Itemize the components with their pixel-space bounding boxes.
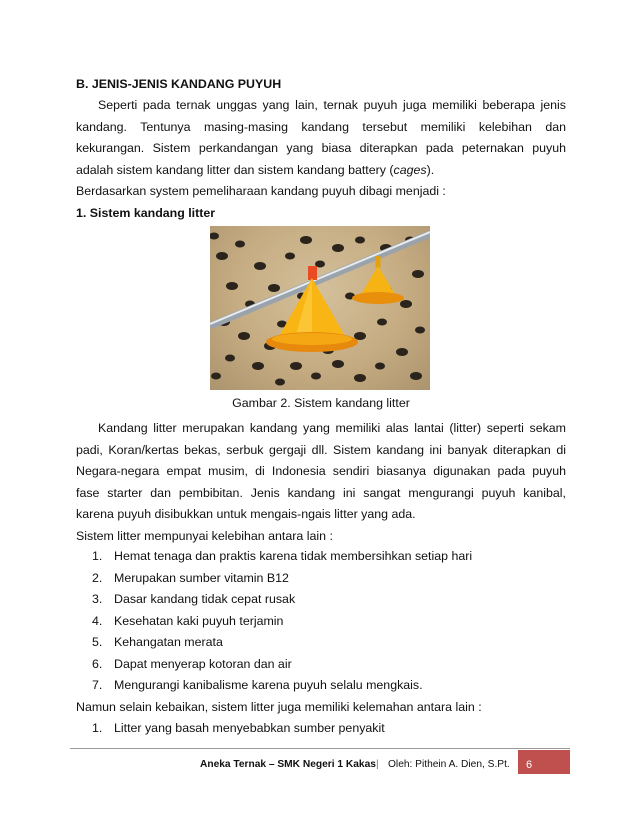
advantages-intro: Sistem litter mempunyai kelebihan antara lain :	[76, 528, 333, 543]
intro-line-last: adalah sistem kandang litter dan sistem kandang battery (cages).	[76, 162, 435, 177]
footer-author: Oleh: Pithein A. Dien, S.Pt.	[388, 759, 510, 770]
list-item: 4. Kesehatan kaki puyuh terjamin	[92, 613, 284, 628]
list-item: 1. Hemat tenaga dan praktis karena tidak membersihkan setiap hari	[92, 549, 473, 563]
subheading: 1. Sistem kandang litter	[76, 205, 216, 220]
page-footer	[70, 756, 570, 774]
body-line: padi, Koran/kertas bekas, serbuk gergaji dll. Sistem kandang ini banyak diterapkan di	[76, 442, 566, 457]
list-item: 1. Litter yang basah menyebabkan sumber penyakit	[92, 721, 385, 735]
intro-line: Seperti pada ternak unggas yang lain, ternak puyuh juga memiliki beberapa jenis	[98, 98, 566, 112]
division-line: Berdasarkan system pemeliharaan kandang puyuh dibagi menjadi :	[76, 184, 446, 198]
body-line: Kandang litter merupakan kandang yang memiliki alas lantai (litter) seperti sekam	[98, 421, 566, 435]
footer-title: Aneka Ternak – SMK Negeri 1 Kakas	[200, 759, 376, 770]
figure-caption: Gambar 2. Sistem kandang litter	[232, 396, 410, 410]
list-item: 2. Merupakan sumber vitamin B12	[92, 570, 289, 585]
intro-line: kekurangan. Sistem perkandangan yang biasa diterapkan pada peternakan puyuh	[76, 141, 566, 155]
footer-separator: |	[376, 759, 379, 770]
body-line: Negara-negara empat musim, di Indonesia sendiri biasanya digunakan pada puyuh	[76, 464, 566, 478]
list-item: 5. Kehangatan merata	[92, 635, 223, 649]
footer-divider	[70, 748, 570, 749]
body-paragraph	[76, 418, 566, 547]
litter-cage-photo	[210, 226, 430, 390]
page-number: 6	[526, 759, 533, 771]
section-heading: B. JENIS-JENIS KANDANG PUYUH	[76, 77, 282, 91]
list-item: 3. Dasar kandang tidak cepat rusak	[92, 592, 296, 606]
disadvantages-list	[92, 718, 562, 740]
advantages-list	[92, 546, 562, 697]
disadvantages-intro: Namun selain kebaikan, sistem litter juga memiliki kelemahan antara lain :	[76, 700, 482, 714]
list-item: 6. Dapat menyerap kotoran dan air	[92, 656, 292, 671]
body-line: fase starter dan pembibitan. Jenis kandang ini sangat mengurangi puyuh kanibal,	[76, 485, 566, 500]
cages-term: cages	[393, 162, 427, 177]
body-line-last: karena puyuh disibukkan untuk mengais-ngais litter yang ada.	[76, 507, 416, 521]
intro-paragraph	[76, 95, 566, 224]
photo-illustration	[210, 226, 430, 390]
intro-line: kandang. Tentunya masing-masing kandang tersebut memiliki kelebihan dan	[76, 119, 566, 134]
list-item: 7. Mengurangi kanibalisme karena puyuh selalu mengkais.	[92, 678, 423, 692]
